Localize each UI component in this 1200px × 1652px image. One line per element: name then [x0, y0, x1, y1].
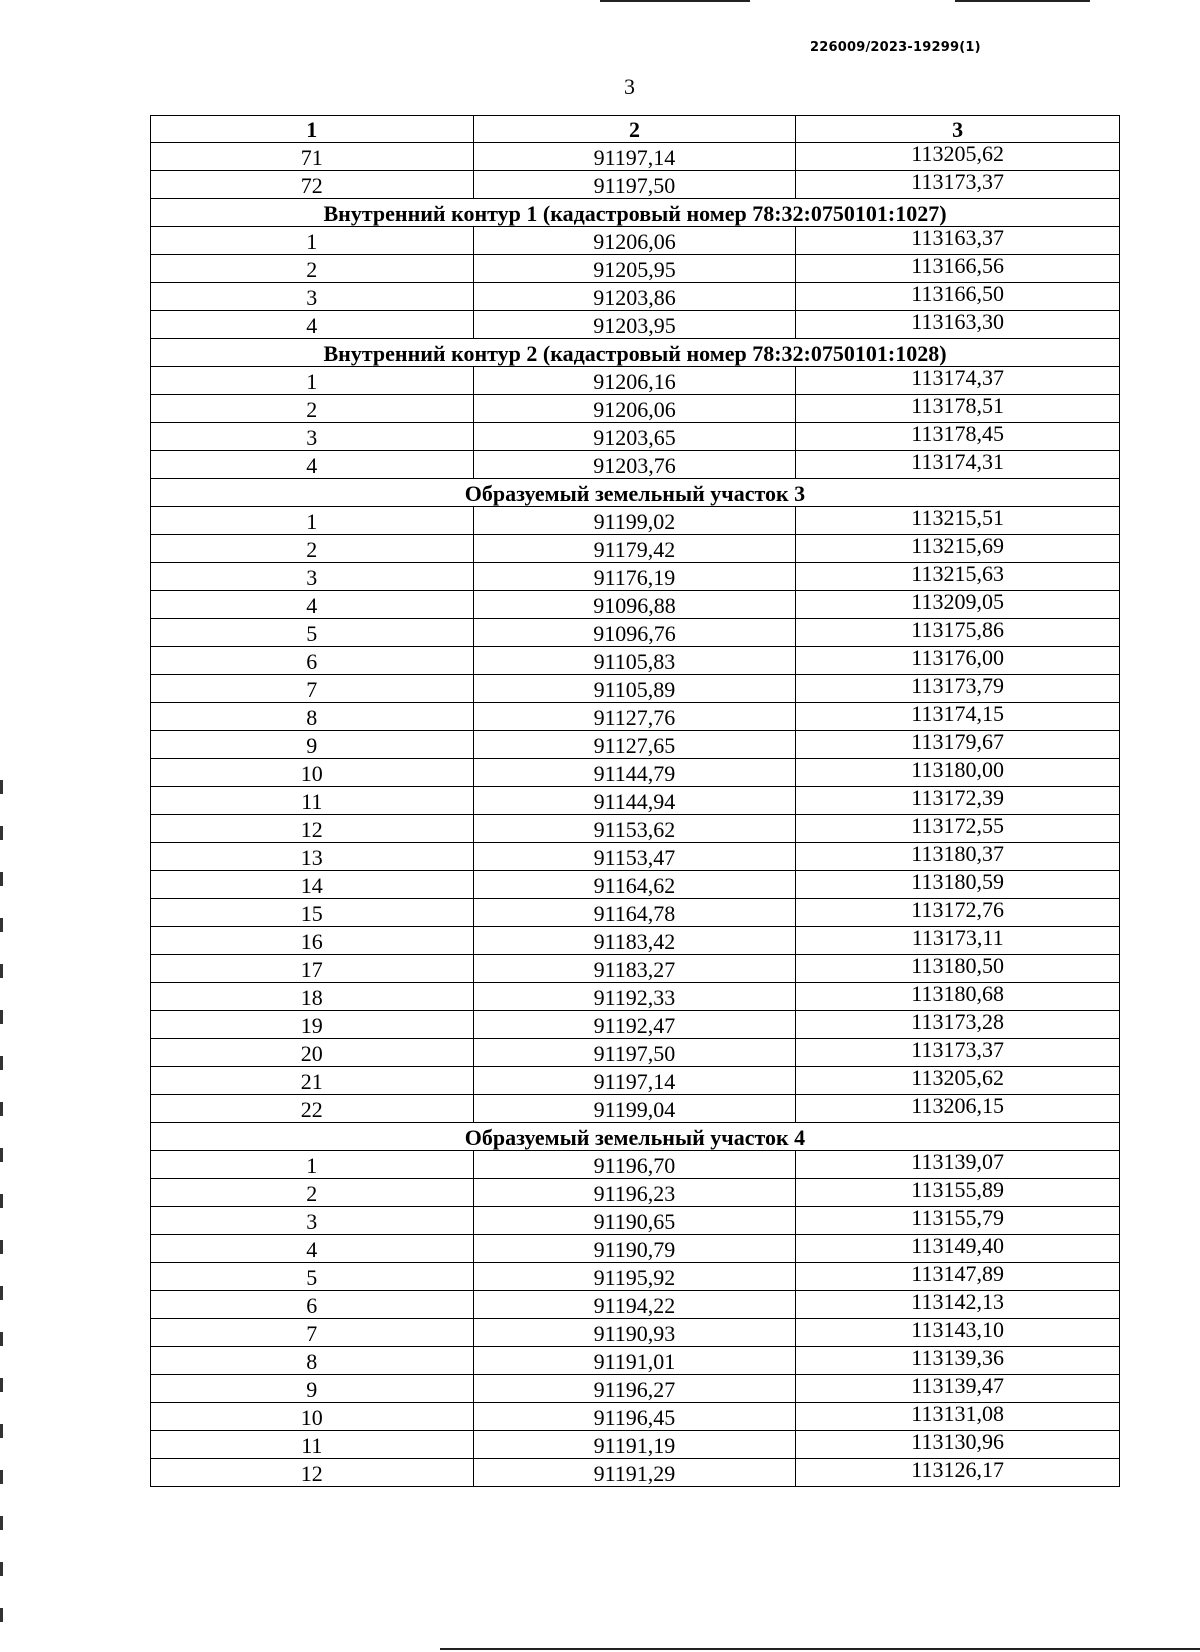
x-coordinate-cell: 91127,76 [473, 703, 796, 731]
table-row [151, 955, 1120, 983]
x-coordinate-cell: 91197,14 [473, 1067, 796, 1095]
x-coordinate-cell: 91206,16 [473, 367, 796, 395]
table-row [151, 983, 1120, 1011]
y-coordinate-cell: 113163,37 [796, 227, 1120, 255]
y-coordinate-cell: 113143,10 [796, 1319, 1120, 1347]
point-number-cell: 6 [151, 1291, 474, 1319]
table-row [151, 367, 1120, 395]
table-row [151, 451, 1120, 479]
coordinates-table-body [151, 116, 1120, 1487]
point-number-cell: 13 [151, 843, 474, 871]
section-title-row [151, 199, 1120, 227]
y-coordinate-cell: 113155,79 [796, 1207, 1120, 1235]
y-coordinate-cell: 113131,08 [796, 1403, 1120, 1431]
y-coordinate-cell: 113209,05 [796, 591, 1120, 619]
point-number-cell: 5 [151, 1263, 474, 1291]
y-coordinate-cell: 113163,30 [796, 311, 1120, 339]
point-number-cell: 8 [151, 1347, 474, 1375]
point-number-cell: 2 [151, 395, 474, 423]
table-row [151, 815, 1120, 843]
x-coordinate-cell: 91206,06 [473, 395, 796, 423]
x-coordinate-cell: 91197,50 [473, 1039, 796, 1067]
x-coordinate-cell: 91194,22 [473, 1291, 796, 1319]
table-row [151, 1039, 1120, 1067]
x-coordinate-cell: 91183,42 [473, 927, 796, 955]
table-row [151, 255, 1120, 283]
x-coordinate-cell: 91153,47 [473, 843, 796, 871]
x-coordinate-cell: 91105,83 [473, 647, 796, 675]
table-row [151, 1067, 1120, 1095]
table-row [151, 395, 1120, 423]
point-number-cell: 4 [151, 1235, 474, 1263]
x-coordinate-cell: 91190,93 [473, 1319, 796, 1347]
y-coordinate-cell: 113180,59 [796, 871, 1120, 899]
x-coordinate-cell: 91203,86 [473, 283, 796, 311]
section-title-row [151, 479, 1120, 507]
y-coordinate-cell: 113178,45 [796, 423, 1120, 451]
table-row [151, 311, 1120, 339]
section-title: Образуемый земельный участок 4 [151, 1123, 1120, 1151]
y-coordinate-cell: 113173,28 [796, 1011, 1120, 1039]
table-row [151, 619, 1120, 647]
y-coordinate-cell: 113179,67 [796, 731, 1120, 759]
point-number-cell: 3 [151, 283, 474, 311]
point-number-cell: 8 [151, 703, 474, 731]
x-coordinate-cell: 91105,89 [473, 675, 796, 703]
point-number-cell: 9 [151, 1375, 474, 1403]
table-row [151, 227, 1120, 255]
column-header-1: 1 [151, 116, 474, 143]
point-number-cell: 17 [151, 955, 474, 983]
y-coordinate-cell: 113215,69 [796, 535, 1120, 563]
point-number-cell: 72 [151, 171, 474, 199]
point-number-cell: 2 [151, 255, 474, 283]
section-title-row [151, 1123, 1120, 1151]
x-coordinate-cell: 91196,70 [473, 1151, 796, 1179]
x-coordinate-cell: 91179,42 [473, 535, 796, 563]
point-number-cell: 10 [151, 759, 474, 787]
y-coordinate-cell: 113175,86 [796, 619, 1120, 647]
table-row [151, 171, 1120, 199]
x-coordinate-cell: 91191,01 [473, 1347, 796, 1375]
x-coordinate-cell: 91190,79 [473, 1235, 796, 1263]
y-coordinate-cell: 113174,15 [796, 703, 1120, 731]
column-header-3: 3 [796, 116, 1120, 143]
point-number-cell: 20 [151, 1039, 474, 1067]
x-coordinate-cell: 91096,88 [473, 591, 796, 619]
table-row [151, 1319, 1120, 1347]
y-coordinate-cell: 113139,36 [796, 1347, 1120, 1375]
point-number-cell: 3 [151, 1207, 474, 1235]
y-coordinate-cell: 113206,15 [796, 1095, 1120, 1123]
point-number-cell: 21 [151, 1067, 474, 1095]
table-row [151, 283, 1120, 311]
table-row [151, 1151, 1120, 1179]
y-coordinate-cell: 113149,40 [796, 1235, 1120, 1263]
y-coordinate-cell: 113180,00 [796, 759, 1120, 787]
table-row [151, 1207, 1120, 1235]
x-coordinate-cell: 91197,14 [473, 143, 796, 171]
x-coordinate-cell: 91164,78 [473, 899, 796, 927]
scan-edge-dashes [0, 780, 3, 1640]
table-row [151, 1459, 1120, 1487]
point-number-cell: 4 [151, 311, 474, 339]
x-coordinate-cell: 91191,19 [473, 1431, 796, 1459]
y-coordinate-cell: 113139,07 [796, 1151, 1120, 1179]
bottom-edge-line [440, 1648, 1200, 1650]
point-number-cell: 12 [151, 1459, 474, 1487]
table-row [151, 1235, 1120, 1263]
y-coordinate-cell: 113130,96 [796, 1431, 1120, 1459]
point-number-cell: 16 [151, 927, 474, 955]
table-row [151, 843, 1120, 871]
point-number-cell: 1 [151, 367, 474, 395]
y-coordinate-cell: 113173,37 [796, 171, 1120, 199]
top-edge-mark-right [955, 0, 1090, 2]
table-row [151, 1403, 1120, 1431]
point-number-cell: 7 [151, 675, 474, 703]
point-number-cell: 7 [151, 1319, 474, 1347]
table-row [151, 1263, 1120, 1291]
top-edge-mark-left [600, 0, 750, 2]
table-row [151, 759, 1120, 787]
y-coordinate-cell: 113205,62 [796, 143, 1120, 171]
table-row [151, 1431, 1120, 1459]
x-coordinate-cell: 91176,19 [473, 563, 796, 591]
point-number-cell: 12 [151, 815, 474, 843]
point-number-cell: 71 [151, 143, 474, 171]
x-coordinate-cell: 91183,27 [473, 955, 796, 983]
table-row [151, 703, 1120, 731]
x-coordinate-cell: 91203,95 [473, 311, 796, 339]
point-number-cell: 10 [151, 1403, 474, 1431]
point-number-cell: 2 [151, 535, 474, 563]
table-row [151, 1011, 1120, 1039]
column-header-2: 2 [473, 116, 796, 143]
point-number-cell: 5 [151, 619, 474, 647]
table-row [151, 563, 1120, 591]
point-number-cell: 15 [151, 899, 474, 927]
table-row [151, 675, 1120, 703]
point-number-cell: 4 [151, 591, 474, 619]
point-number-cell: 18 [151, 983, 474, 1011]
point-number-cell: 1 [151, 507, 474, 535]
point-number-cell: 1 [151, 227, 474, 255]
y-coordinate-cell: 113172,55 [796, 815, 1120, 843]
x-coordinate-cell: 91203,65 [473, 423, 796, 451]
table-row [151, 591, 1120, 619]
y-coordinate-cell: 113215,51 [796, 507, 1120, 535]
coordinates-table [150, 115, 1120, 1487]
x-coordinate-cell: 91191,29 [473, 1459, 796, 1487]
x-coordinate-cell: 91196,27 [473, 1375, 796, 1403]
y-coordinate-cell: 113215,63 [796, 563, 1120, 591]
x-coordinate-cell: 91196,45 [473, 1403, 796, 1431]
x-coordinate-cell: 91190,65 [473, 1207, 796, 1235]
point-number-cell: 11 [151, 787, 474, 815]
x-coordinate-cell: 91096,76 [473, 619, 796, 647]
point-number-cell: 9 [151, 731, 474, 759]
y-coordinate-cell: 113173,37 [796, 1039, 1120, 1067]
x-coordinate-cell: 91199,04 [473, 1095, 796, 1123]
registration-number: 226009/2023-19299(1) [810, 40, 981, 55]
x-coordinate-cell: 91203,76 [473, 451, 796, 479]
table-row [151, 731, 1120, 759]
table-row [151, 143, 1120, 171]
table-row [151, 647, 1120, 675]
point-number-cell: 14 [151, 871, 474, 899]
y-coordinate-cell: 113155,89 [796, 1179, 1120, 1207]
y-coordinate-cell: 113205,62 [796, 1067, 1120, 1095]
x-coordinate-cell: 91192,33 [473, 983, 796, 1011]
x-coordinate-cell: 91196,23 [473, 1179, 796, 1207]
x-coordinate-cell: 91153,62 [473, 815, 796, 843]
table-row [151, 507, 1120, 535]
y-coordinate-cell: 113174,37 [796, 367, 1120, 395]
section-title: Образуемый земельный участок 3 [151, 479, 1120, 507]
table-row [151, 1179, 1120, 1207]
y-coordinate-cell: 113166,56 [796, 255, 1120, 283]
x-coordinate-cell: 91164,62 [473, 871, 796, 899]
table-row [151, 423, 1120, 451]
y-coordinate-cell: 113178,51 [796, 395, 1120, 423]
table-row [151, 1375, 1120, 1403]
point-number-cell: 3 [151, 423, 474, 451]
table-row [151, 535, 1120, 563]
table-row [151, 927, 1120, 955]
section-title: Внутренний контур 2 (кадастровый номер 78:32:0750101:1028) [151, 339, 1120, 367]
x-coordinate-cell: 91197,50 [473, 171, 796, 199]
y-coordinate-cell: 113180,68 [796, 983, 1120, 1011]
point-number-cell: 22 [151, 1095, 474, 1123]
point-number-cell: 4 [151, 451, 474, 479]
table-row [151, 1095, 1120, 1123]
table-row [151, 1291, 1120, 1319]
y-coordinate-cell: 113142,13 [796, 1291, 1120, 1319]
point-number-cell: 1 [151, 1151, 474, 1179]
y-coordinate-cell: 113139,47 [796, 1375, 1120, 1403]
x-coordinate-cell: 91144,79 [473, 759, 796, 787]
point-number-cell: 19 [151, 1011, 474, 1039]
x-coordinate-cell: 91144,94 [473, 787, 796, 815]
table-row [151, 787, 1120, 815]
y-coordinate-cell: 113176,00 [796, 647, 1120, 675]
x-coordinate-cell: 91199,02 [473, 507, 796, 535]
y-coordinate-cell: 113147,89 [796, 1263, 1120, 1291]
point-number-cell: 2 [151, 1179, 474, 1207]
y-coordinate-cell: 113166,50 [796, 283, 1120, 311]
y-coordinate-cell: 113172,39 [796, 787, 1120, 815]
x-coordinate-cell: 91205,95 [473, 255, 796, 283]
y-coordinate-cell: 113180,50 [796, 955, 1120, 983]
table-row [151, 1347, 1120, 1375]
y-coordinate-cell: 113174,31 [796, 451, 1120, 479]
page-number: 3 [624, 74, 635, 99]
y-coordinate-cell: 113172,76 [796, 899, 1120, 927]
point-number-cell: 11 [151, 1431, 474, 1459]
point-number-cell: 6 [151, 647, 474, 675]
x-coordinate-cell: 91195,92 [473, 1263, 796, 1291]
point-number-cell: 3 [151, 563, 474, 591]
table-row [151, 899, 1120, 927]
y-coordinate-cell: 113180,37 [796, 843, 1120, 871]
section-title: Внутренний контур 1 (кадастровый номер 78:32:0750101:1027) [151, 199, 1120, 227]
y-coordinate-cell: 113126,17 [796, 1459, 1120, 1487]
x-coordinate-cell: 91206,06 [473, 227, 796, 255]
y-coordinate-cell: 113173,79 [796, 675, 1120, 703]
table-header-row [151, 116, 1120, 143]
x-coordinate-cell: 91127,65 [473, 731, 796, 759]
table-row [151, 871, 1120, 899]
y-coordinate-cell: 113173,11 [796, 927, 1120, 955]
x-coordinate-cell: 91192,47 [473, 1011, 796, 1039]
section-title-row [151, 339, 1120, 367]
